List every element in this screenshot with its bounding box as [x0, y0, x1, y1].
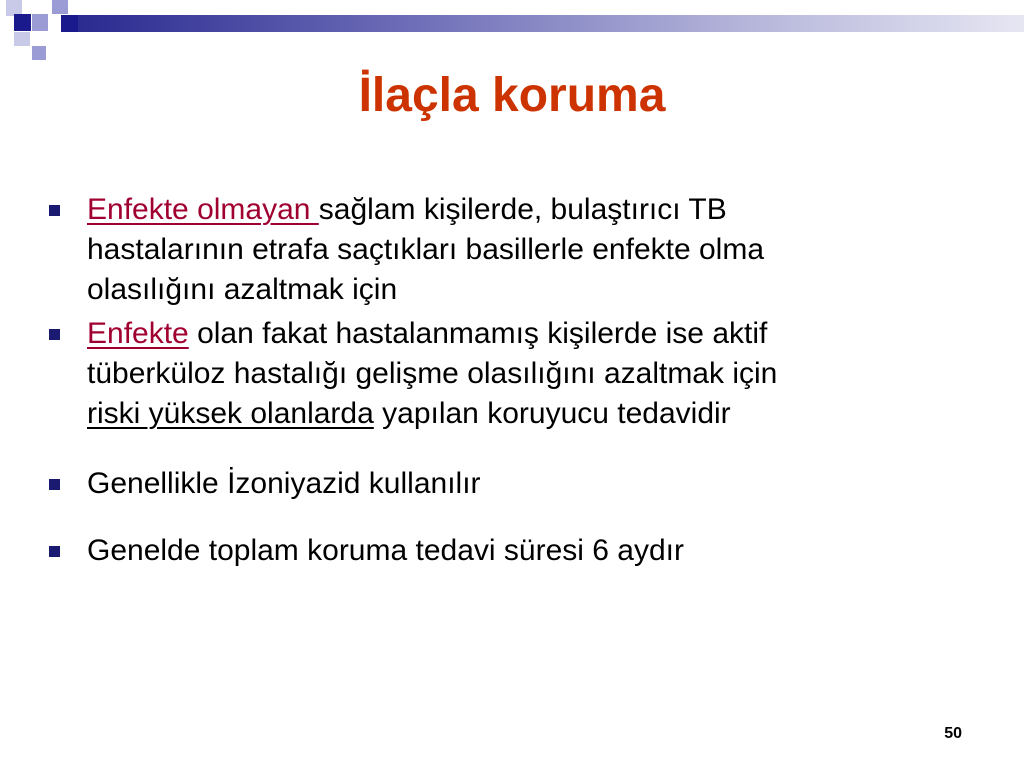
square-bullet-icon — [49, 329, 60, 340]
bullet-text-segment: tüberküloz hastalığı gelişme olasılığını azaltmak için — [87, 357, 778, 390]
page-number: 50 — [944, 725, 962, 742]
bullet-text-segment: sağlam kişilerde, bulaştırıcı TB — [318, 193, 727, 226]
underlined-text: riski yüksek olanlarda — [87, 397, 374, 430]
bullet-text-segment: olan fakat hastalanmamış kişilerde ise aktif — [188, 317, 768, 350]
slide-title: İlaçla koruma — [358, 69, 666, 122]
highlighted-link-text[interactable]: Enfekte — [87, 317, 189, 350]
bullet-text — [87, 314, 967, 434]
bullet-text: Genellikle İzoniyazid kullanılır — [87, 467, 481, 500]
bullet-text — [87, 190, 967, 310]
bullet-text-segment: yapılan koruyucu tedavidir — [373, 397, 731, 430]
square-bullet-icon — [49, 479, 60, 490]
highlighted-link-text[interactable]: Enfekte olmayan — [87, 193, 319, 226]
square-bullet-icon — [49, 205, 60, 216]
bullet-text-segment: olasılığını azaltmak için — [87, 273, 398, 306]
bullet-text-segment: hastalarının etrafa saçtıkları basillerle enfekte olma — [87, 233, 765, 266]
square-bullet-icon — [49, 546, 60, 557]
bullet-text: Genelde toplam koruma tedavi süresi 6 aydır — [87, 534, 684, 567]
